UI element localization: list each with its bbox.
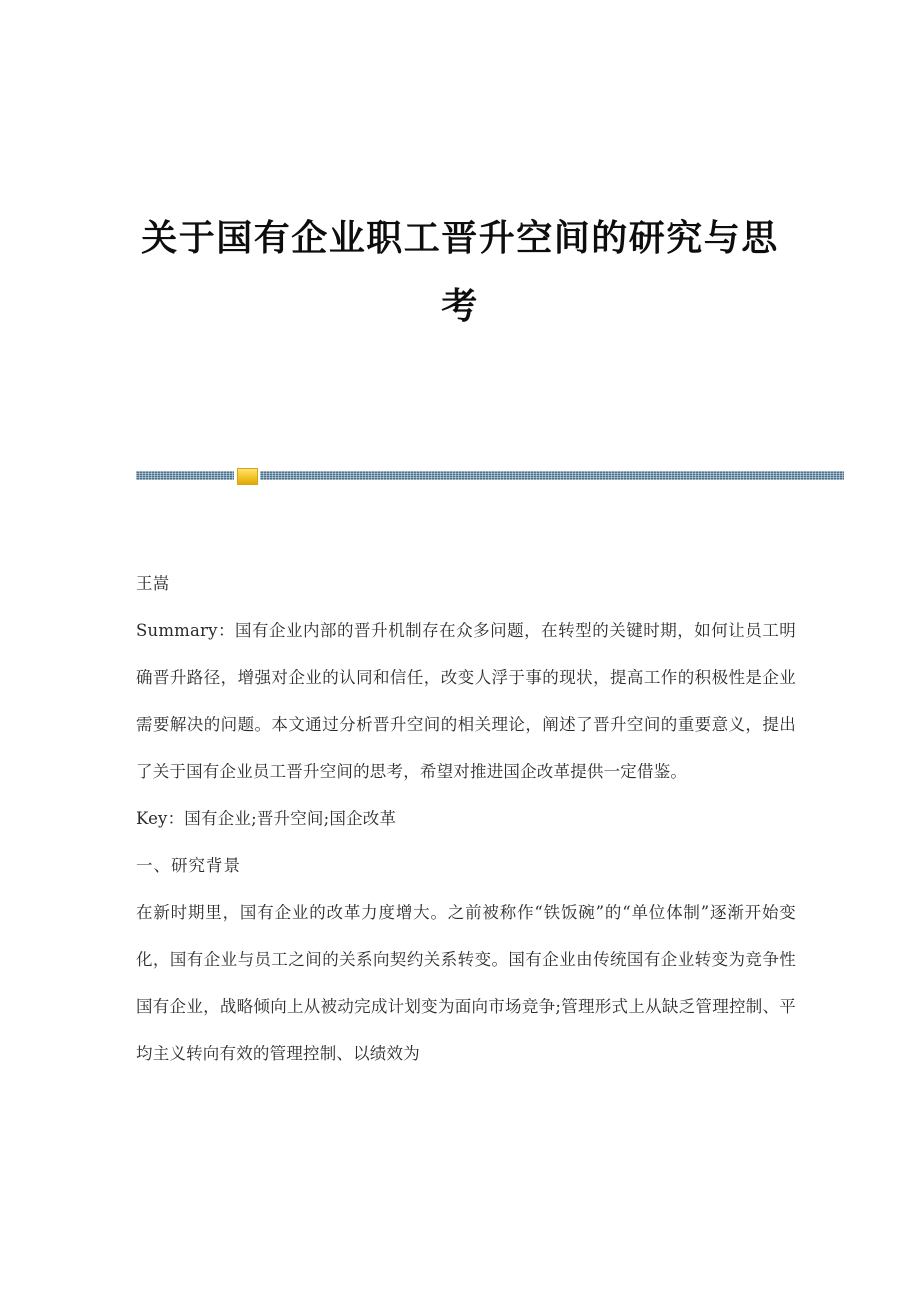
author-name: 王嵩 [136, 574, 170, 593]
page-title-line-2: 考 [441, 286, 479, 327]
decorative-divider [136, 468, 844, 482]
document-body [136, 560, 796, 1077]
page-title [136, 205, 784, 341]
section-heading: 一、研究背景 [136, 856, 241, 875]
keywords-text: Key：国有企业;晋升空间;国企改革 [136, 809, 397, 828]
page-title-line-1: 关于国有企业职工晋升空间的研究与思 [141, 218, 779, 259]
abstract-text: Summary：国有企业内部的晋升机制存在众多问题，在转型的关键时期，如何让员工明确晋升路径，增强对企业的认同和信任，改变人浮于事的现状，提高工作的积极性是企业需要解决的问题。本文通过分析晋升空间的相关理论，阐述了晋升空间的重要意义，提出了关于国有企业员工晋升空间的思考，希望对推进国企改革提供一定借鉴。 [136, 621, 796, 781]
body-paragraph: 在新时期里，国有企业的改革力度增大。之前被称作“铁饭碗”的“单位体制”逐渐开始变化，国有企业与员工之间的关系向契约关系转变。国有企业由传统国有企业转变为竞争性国有企业，战略倾向上从被动完成计划变为面向市场竞争;管理形式上从缺乏管理控制、平均主义转向有效的管理控制、以绩效为 [136, 903, 796, 1063]
gold-square-badge-icon [237, 468, 258, 485]
divider-segment-left [136, 471, 234, 480]
divider-segment-right [260, 471, 844, 480]
